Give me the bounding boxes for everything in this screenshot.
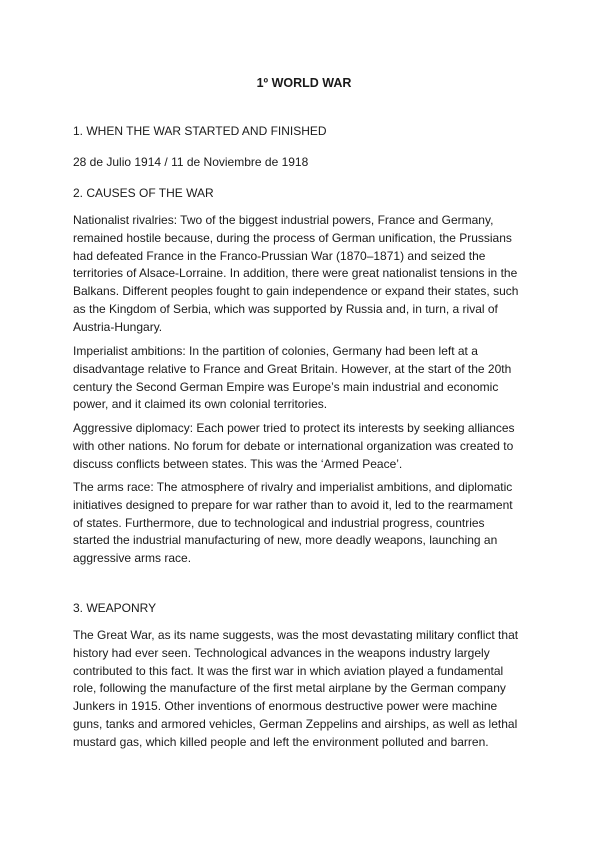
paragraph-line: history had ever seen. Technological advances in the weapons industry largely [73, 645, 490, 660]
paragraph-imperialist-ambitions [73, 343, 535, 414]
paragraph-line: contributed to this fact. It was the first war in which aviation played a fundamental [73, 663, 504, 678]
paragraph-line: initiatives designed to prepare for war rather than to avoid it, led to the rearmament [73, 497, 513, 512]
paragraph-line: guns, tanks and armored vehicles, German Zeppelins and airships, as well as lethal [73, 716, 518, 731]
paragraph-line: mustard gas, which killed people and left the environment polluted and barren. [73, 734, 489, 749]
section-2-heading: 2. CAUSES OF THE WAR [73, 186, 214, 200]
paragraph-line: Aggressive diplomacy: Each power tried to protect its interests by seeking alliances [73, 421, 515, 435]
paragraph-aggressive-diplomacy [73, 420, 535, 473]
paragraph-line: role, following the manufacture of the first metal airplane by the German company [73, 681, 506, 696]
paragraph-line: Austria-Hungary. [73, 319, 163, 334]
paragraph-line: power, and it claimed its own colonial territories. [73, 397, 328, 412]
paragraph-line: discuss conflicts between states. This was the ‘Armed Peace’. [73, 456, 403, 471]
paragraph-arms-race [73, 479, 535, 568]
paragraph-line: with other nations. No forum for debate or international organization was created to [73, 438, 514, 453]
paragraph-line: century the Second German Empire was Europe’s main industrial and economic [73, 379, 499, 394]
paragraph-line: The arms race: The atmosphere of rivalry and imperialist ambitions, and diplomatic [73, 480, 513, 494]
section-1-heading: 1. WHEN THE WAR STARTED AND FINISHED [73, 124, 327, 138]
section-3-heading: 3. WEAPONRY [73, 601, 157, 615]
paragraph-line: aggressive arms race. [73, 551, 192, 566]
section-1-dates: 28 de Julio 1914 / 11 de Noviembre de 1918 [73, 155, 309, 169]
document-title: 1º WORLD WAR [256, 76, 352, 90]
paragraph-line: Imperialist ambitions: In the partition of colonies, Germany had been left at a [73, 344, 478, 358]
paragraph-line: Nationalist rivalries: Two of the biggest industrial powers, France and Germany, [73, 213, 494, 227]
paragraph-line: of states. Furthermore, due to technological and industrial progress, countries [73, 515, 485, 530]
paragraph-line: disadvantage relative to France and Great Britain. However, at the start of the 20th [73, 361, 512, 376]
paragraph-line: as the Kingdom of Serbia, which was supported by Russia and, in turn, a rival of [73, 301, 498, 316]
paragraph-line: Balkans. Different peoples fought to gain independence or expand their states, such [73, 284, 519, 299]
paragraph-line: territories of Alsace-Lorraine. In addition, there were great nationalist tensions in the [73, 266, 518, 281]
paragraph-line: had defeated France in the Franco-Prussian War (1870–1871) and seized the [73, 248, 486, 263]
paragraph-weaponry [73, 627, 535, 752]
paragraph-line: started the industrial manufacturing of new, more deadly weapons, launching an [73, 533, 498, 548]
paragraph-line: remained hostile because, during the process of German unification, the Prussians [73, 230, 512, 245]
paragraph-line: Junkers in 1915. Other inventions of enormous destructive power were machine [73, 699, 498, 714]
paragraph-nationalist-rivalries [73, 212, 535, 337]
paragraph-line: The Great War, as its name suggests, was the most devastating military conflict that [73, 628, 519, 642]
